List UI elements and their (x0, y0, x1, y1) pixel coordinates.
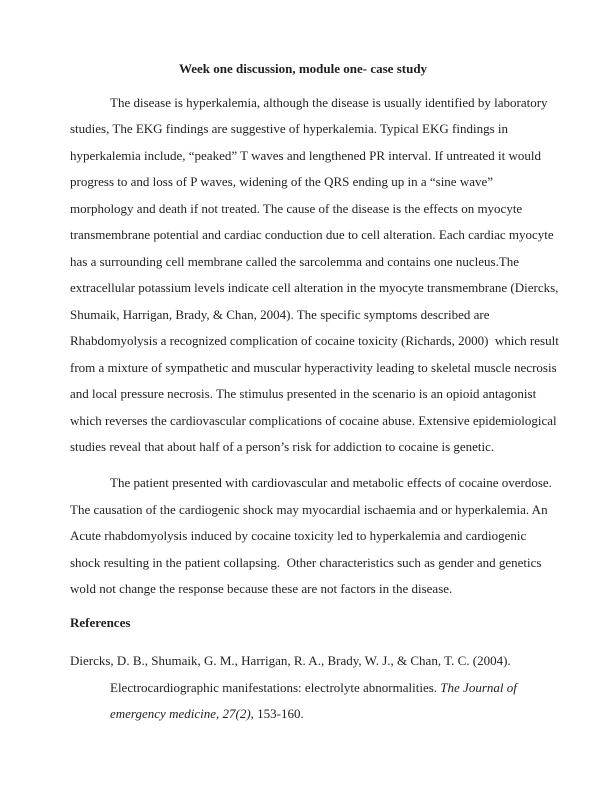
text-line: studies reveal that about half of a person’s risk for addiction to cocaine is genetic. (70, 439, 495, 454)
text-line: morphology and death if not treated. The cause of the disease is the effects on myocyte (70, 200, 523, 216)
text-line: The patient presented with cardiovascular and metabolic effects of cocaine overdose. (110, 475, 552, 490)
text-line: extracellular potassium levels indicate cell alteration in the myocyte transmembrane (Diercks, (70, 280, 559, 295)
text-line: progress to and loss of P waves, widening of the QRS ending up in a “sine wave” (70, 174, 494, 189)
paragraph-2 (70, 470, 580, 603)
text-line: and local pressure necrosis. The stimulus presented in the scenario is an opioid antagonist (70, 386, 537, 401)
journal-title-italic: emergency medicine, 27(2) (110, 706, 251, 721)
text-line: transmembrane potential and cardiac conduction due to cell alteration. Each cardiac myocyte (70, 227, 554, 242)
reference-text: Electrocardiographic manifestations: electrolyte abnormalities. (110, 679, 441, 695)
text-line: from a mixture of sympathetic and muscular hyperactivity leading to skeletal muscle necrosis (70, 359, 557, 375)
text-line: wold not change the response because these are not factors in the disease. (70, 581, 453, 596)
journal-title-italic: The Journal of (440, 679, 517, 695)
reference-line-1: Diercks, D. B., Shumaik, G. M., Harrigan, R. A., Brady, W. J., & Chan, T. C. (2004). (70, 653, 511, 668)
references-heading: References (70, 614, 131, 630)
text-line: hyperkalemia include, “peaked” T waves and lengthened PR interval. If untreated it would (70, 147, 541, 163)
text-line: shock resulting in the patient collapsing. Other characteristics such as gender and genetics (70, 554, 542, 570)
text-line: The disease is hyperkalemia, although the disease is usually identified by laboratory (110, 94, 548, 110)
text-line: Rhabdomyolysis a recognized complication of cocaine toxicity (Richards, 2000) which result (70, 333, 559, 348)
reference-text: , 153-160. (250, 706, 304, 721)
text-line: Acute rhabdomyolysis induced by cocaine toxicity led to hyperkalemia and cardiogenic (70, 528, 527, 543)
text-line: Shumaik, Harrigan, Brady, & Chan, 2004). The specific symptoms described are (70, 306, 490, 322)
reference-entry (70, 648, 580, 728)
document-title: Week one discussion, module one- case study (178, 61, 428, 76)
paragraph-1 (70, 90, 580, 461)
text-line: The causation of the cardiogenic shock may myocardial ischaemia and or hyperkalemia. An (70, 501, 548, 517)
reference-line-2 (70, 675, 580, 702)
text-line: has a surrounding cell membrane called the sarcolemma and contains one nucleus.The (70, 253, 520, 269)
reference-line-3 (70, 701, 580, 728)
text-line: which reverses the cardiovascular complications of cocaine abuse. Extensive epidemiological (70, 412, 557, 428)
text-line: studies, The EKG findings are suggestive of hyperkalemia. Typical EKG findings in (70, 121, 508, 136)
